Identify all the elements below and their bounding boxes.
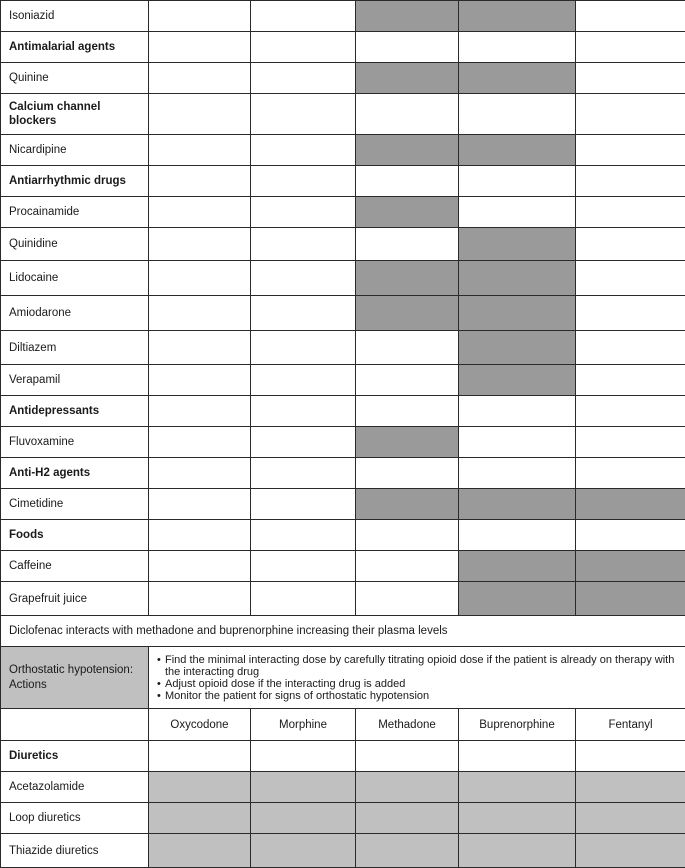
interaction-cell-methadone-shaded [356,261,459,296]
orthostatic-actions-list [149,647,685,709]
bullet-icon: • [157,690,165,702]
drug-label-thiazide-diuretics: Thiazide diuretics [1,834,149,868]
bullet-icon: • [157,654,165,678]
interaction-cell-morphine [251,427,356,458]
table-row [1,582,685,616]
interaction-cell-oxycodone [149,396,251,427]
drug-label-quinine: Quinine [1,63,149,94]
category-label-calcium-channel-blockers: Calcium channel blockers [1,94,149,135]
bullet-text: Adjust opioid dose if the interacting drug is added [165,678,405,690]
category-label-anti-h2-agents: Anti-H2 agents [1,458,149,489]
interaction-cell-methadone-shaded [356,427,459,458]
table-row [1,261,685,296]
interaction-cell-fentanyl [576,458,685,489]
table-row [1,63,685,94]
interaction-cell-methadone [356,331,459,365]
interaction-cell-morphine [251,1,356,32]
drug-label-isoniazid: Isoniazid [1,1,149,32]
interaction-cell-methadone-shaded [356,772,459,803]
notes-section [1,616,685,741]
column-header-morphine: Morphine [251,709,356,741]
interaction-cell-morphine [251,63,356,94]
interaction-cell-buprenorphine-shaded [459,772,576,803]
diclofenac-note: Diclofenac interacts with methadone and buprenorphine increasing their plasma levels [1,616,685,647]
category-label-antiarrhythmic-drugs: Antiarrhythmic drugs [1,166,149,197]
interaction-cell-oxycodone [149,63,251,94]
interaction-cell-methadone [356,520,459,551]
interaction-cell-oxycodone [149,1,251,32]
interaction-cell-methadone [356,365,459,396]
header-blank-cell [1,709,149,741]
category-label-antidepressants: Antidepressants [1,396,149,427]
interaction-cell-morphine-shaded [251,772,356,803]
table-row [1,489,685,520]
interaction-cell-oxycodone [149,741,251,772]
drug-label-fluvoxamine: Fluvoxamine [1,427,149,458]
interaction-cell-methadone-shaded [356,135,459,166]
interaction-cell-morphine [251,331,356,365]
interaction-cell-methadone-shaded [356,1,459,32]
column-header-oxycodone: Oxycodone [149,709,251,741]
interaction-cell-methadone [356,32,459,63]
interaction-cell-methadone-shaded [356,803,459,834]
bullet-text: Find the minimal interacting dose by carefully titrating opioid dose if the patient is already on therapy with the interacting drug [165,654,677,678]
drug-label-caffeine: Caffeine [1,551,149,582]
interaction-cell-fentanyl [576,396,685,427]
interaction-cell-buprenorphine-shaded [459,365,576,396]
table-row [1,520,685,551]
table-row [1,772,685,803]
interaction-cell-methadone [356,396,459,427]
interaction-cell-oxycodone [149,228,251,261]
interaction-cell-methadone-shaded [356,834,459,868]
interaction-cell-oxycodone [149,582,251,616]
interaction-cell-oxycodone [149,551,251,582]
drug-label-verapamil: Verapamil [1,365,149,396]
interaction-cell-methadone-shaded [356,489,459,520]
interaction-cell-morphine-shaded [251,803,356,834]
bullet-item [157,690,677,702]
interaction-cell-buprenorphine [459,197,576,228]
interaction-cell-oxycodone-shaded [149,834,251,868]
interaction-cell-fentanyl [576,32,685,63]
bullet-item [157,654,677,678]
table-row [1,803,685,834]
interaction-cell-fentanyl-shaded [576,489,685,520]
interaction-cell-morphine [251,458,356,489]
interaction-cell-fentanyl [576,63,685,94]
drug-label-acetazolamide: Acetazolamide [1,772,149,803]
table-row [1,197,685,228]
drug-label-lidocaine: Lidocaine [1,261,149,296]
category-label-antimalarial-agents: Antimalarial agents [1,32,149,63]
interaction-cell-fentanyl-shaded [576,551,685,582]
diclofenac-note-row [1,616,685,647]
interaction-cell-oxycodone [149,520,251,551]
interaction-cell-buprenorphine-shaded [459,582,576,616]
interaction-cell-buprenorphine [459,94,576,135]
interaction-cell-oxycodone [149,427,251,458]
drug-label-loop-diuretics: Loop diuretics [1,803,149,834]
bullet-item [157,678,677,690]
interaction-cell-morphine [251,228,356,261]
interaction-cell-fentanyl [576,135,685,166]
column-header-row [1,709,685,741]
interaction-cell-oxycodone [149,261,251,296]
interaction-cell-methadone [356,228,459,261]
interaction-cell-fentanyl-shaded [576,582,685,616]
interaction-cell-buprenorphine-shaded [459,1,576,32]
interaction-cell-buprenorphine-shaded [459,489,576,520]
drug-label-quinidine: Quinidine [1,228,149,261]
interaction-cell-methadone [356,94,459,135]
table-row [1,365,685,396]
table-row [1,458,685,489]
table-row [1,331,685,365]
table-row [1,741,685,772]
interaction-cell-buprenorphine [459,427,576,458]
interaction-cell-buprenorphine-shaded [459,135,576,166]
orthostatic-actions-label: Orthostatic hypotension: Actions [1,647,149,709]
interaction-cell-fentanyl [576,741,685,772]
interaction-cell-oxycodone-shaded [149,772,251,803]
interaction-cell-fentanyl [576,427,685,458]
interaction-cell-morphine [251,296,356,331]
interaction-cell-morphine [251,261,356,296]
interaction-cell-methadone-shaded [356,296,459,331]
interaction-cell-buprenorphine [459,32,576,63]
interaction-cell-buprenorphine-shaded [459,551,576,582]
table-row [1,396,685,427]
interaction-cell-morphine [251,166,356,197]
interaction-cell-fentanyl [576,261,685,296]
interaction-cell-oxycodone [149,166,251,197]
table-row [1,1,685,32]
interaction-cell-methadone [356,741,459,772]
interaction-cell-fentanyl [576,197,685,228]
table-row [1,296,685,331]
interaction-cell-buprenorphine [459,166,576,197]
interaction-cell-oxycodone [149,197,251,228]
interaction-rows-bottom [1,741,685,868]
interaction-cell-oxycodone [149,365,251,396]
interaction-cell-fentanyl [576,94,685,135]
interaction-cell-fentanyl [576,166,685,197]
interaction-cell-morphine [251,94,356,135]
interaction-cell-methadone-shaded [356,63,459,94]
interaction-cell-morphine [251,396,356,427]
interaction-cell-buprenorphine [459,458,576,489]
interaction-cell-fentanyl [576,520,685,551]
interaction-cell-oxycodone [149,489,251,520]
interaction-cell-buprenorphine [459,396,576,427]
table-row [1,427,685,458]
column-header-buprenorphine: Buprenorphine [459,709,576,741]
interaction-cell-methadone [356,582,459,616]
interaction-cell-morphine [251,197,356,228]
interaction-cell-oxycodone [149,135,251,166]
interaction-cell-methadone [356,551,459,582]
interaction-cell-fentanyl-shaded [576,834,685,868]
interaction-cell-buprenorphine [459,741,576,772]
interaction-cell-buprenorphine-shaded [459,803,576,834]
interaction-cell-methadone [356,166,459,197]
category-label-foods: Foods [1,520,149,551]
interaction-cell-oxycodone [149,32,251,63]
interaction-cell-fentanyl [576,228,685,261]
interaction-cell-methadone-shaded [356,197,459,228]
interaction-cell-fentanyl [576,365,685,396]
bullet-icon: • [157,678,165,690]
column-header-fentanyl: Fentanyl [576,709,685,741]
interaction-cell-morphine [251,520,356,551]
interaction-cell-oxycodone-shaded [149,803,251,834]
drug-label-cimetidine: Cimetidine [1,489,149,520]
interaction-cell-morphine [251,489,356,520]
drug-label-amiodarone: Amiodarone [1,296,149,331]
interaction-cell-fentanyl [576,296,685,331]
column-header-methadone: Methadone [356,709,459,741]
interaction-cell-buprenorphine [459,520,576,551]
interaction-cell-fentanyl [576,1,685,32]
table-row [1,166,685,197]
interaction-cell-morphine [251,32,356,63]
orthostatic-row [1,647,685,709]
interaction-cell-fentanyl [576,331,685,365]
interaction-cell-buprenorphine-shaded [459,296,576,331]
table-row [1,228,685,261]
interaction-cell-fentanyl-shaded [576,772,685,803]
bullet-text: Monitor the patient for signs of orthostatic hypotension [165,690,429,702]
interaction-cell-oxycodone [149,94,251,135]
interaction-cell-buprenorphine-shaded [459,228,576,261]
drug-label-grapefruit-juice: Grapefruit juice [1,582,149,616]
drug-label-diltiazem: Diltiazem [1,331,149,365]
interaction-cell-morphine-shaded [251,834,356,868]
interaction-cell-buprenorphine-shaded [459,834,576,868]
category-label-diuretics: Diuretics [1,741,149,772]
drug-label-procainamide: Procainamide [1,197,149,228]
interaction-rows-top [1,1,685,616]
interaction-cell-methadone [356,458,459,489]
table-row [1,135,685,166]
interaction-cell-oxycodone [149,331,251,365]
interaction-cell-morphine [251,582,356,616]
interaction-cell-morphine [251,551,356,582]
table-row [1,32,685,63]
interaction-cell-morphine [251,741,356,772]
interaction-cell-morphine [251,365,356,396]
interaction-cell-buprenorphine-shaded [459,331,576,365]
table-row [1,834,685,868]
interaction-cell-oxycodone [149,458,251,489]
interaction-cell-oxycodone [149,296,251,331]
drug-label-nicardipine: Nicardipine [1,135,149,166]
interaction-cell-fentanyl-shaded [576,803,685,834]
table-row [1,551,685,582]
table-row [1,94,685,135]
interaction-cell-buprenorphine-shaded [459,261,576,296]
interaction-cell-buprenorphine-shaded [459,63,576,94]
interaction-cell-morphine [251,135,356,166]
